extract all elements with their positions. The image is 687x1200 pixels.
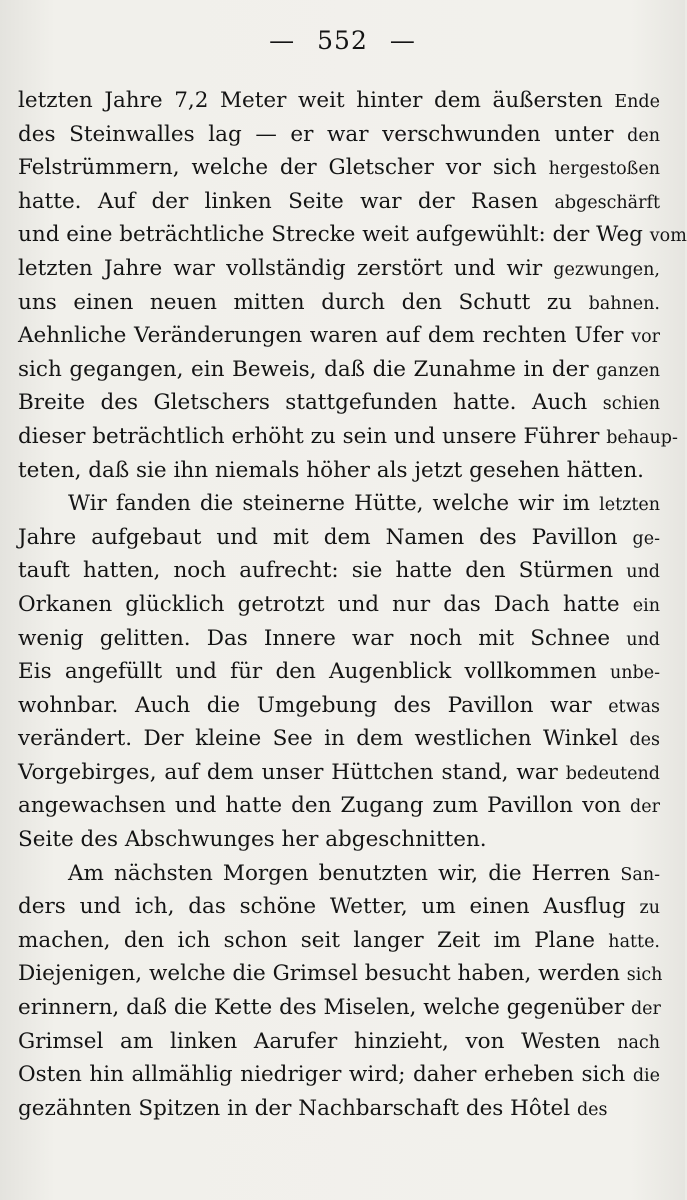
- text-line-main: angewachsen und hatte den Zugang zum Pavillon von: [18, 793, 621, 819]
- text-line-main: erinnern, daß die Kette des Miselen, welche gegenüber: [18, 995, 625, 1021]
- text-line: [18, 722, 660, 756]
- text-line-main: letzten Jahre 7,2 Meter weit hinter dem äußersten: [18, 88, 603, 113]
- text-line-main: des Steinwalles lag — er war verschwunden unter: [18, 121, 614, 147]
- body-text: [18, 84, 687, 1125]
- text-line-tail: ge-: [632, 528, 660, 549]
- text-line-tail: hatte.: [608, 931, 660, 952]
- text-line-main: gezähnten Spitzen in der Nachbarschaft des Hôtel: [18, 1095, 571, 1121]
- text-line: [18, 857, 660, 891]
- text-line-tail: der: [630, 797, 660, 818]
- text-line-main: letzten Jahre war vollständig zerstört und wir: [18, 255, 543, 281]
- text-line-main: und eine beträchtliche Strecke weit aufgewühlt: der Weg: [18, 222, 643, 248]
- text-line-main: Grimsel am linken Aarufer hinzieht, von Westen: [18, 1028, 601, 1054]
- text-line-main: machen, den ich schon seit langer Zeit im Plane: [18, 927, 595, 953]
- text-line-tail: vor: [631, 327, 660, 348]
- text-line-main: Eis angefüllt und für den Augenblick vollkommen: [18, 659, 597, 685]
- text-line: [18, 454, 660, 488]
- text-line-main: ders und ich, das schöne Wetter, um einen Ausflug: [18, 894, 626, 920]
- text-line-tail: den: [627, 125, 660, 146]
- text-line: [18, 554, 660, 588]
- text-line-main: Am nächsten Morgen benutzten wir, die Herren: [68, 860, 611, 886]
- text-line-tail: etwas: [608, 696, 660, 717]
- text-line-main: Jahre aufgebaut und mit dem Namen des Pavillon: [18, 524, 618, 550]
- text-line: [18, 890, 660, 924]
- text-line: [18, 185, 660, 219]
- text-line: [18, 622, 660, 656]
- text-line-tail: ganzen: [596, 360, 660, 381]
- text-line: [18, 252, 660, 286]
- text-line-tail: vom: [649, 226, 687, 247]
- page-number-dash-right: —: [389, 26, 416, 55]
- text-line-tail: letzten: [599, 495, 660, 516]
- text-line-tail: Ende: [614, 92, 660, 112]
- text-line-main: hatte. Auf der linken Seite war der Rasen: [18, 188, 539, 214]
- text-line: [18, 487, 660, 521]
- page-number: 552: [317, 26, 368, 55]
- page-number-dash-left: —: [269, 26, 296, 55]
- text-line: [18, 319, 660, 353]
- text-line: [18, 924, 660, 958]
- text-line-tail: behaup-: [606, 427, 678, 448]
- text-line-tail: bedeutend: [565, 763, 660, 784]
- text-line-tail: des: [629, 730, 660, 751]
- text-line-main: uns einen neuen mitten durch den Schutt zu: [18, 289, 573, 315]
- text-line-main: Vorgebirges, auf dem unser Hüttchen stand, war: [18, 759, 558, 785]
- text-line: [18, 84, 660, 118]
- text-line: [18, 991, 660, 1025]
- text-line-tail: unbe-: [609, 663, 660, 684]
- text-line-tail: und: [626, 629, 660, 650]
- text-line-main: teten, daß sie ihn niemals höher als jetzt gesehen hätten.: [18, 457, 644, 483]
- text-line: [18, 118, 660, 152]
- text-line: [18, 957, 663, 991]
- text-line-main: Breite des Gletschers stattgefunden hatte. Auch: [18, 390, 588, 416]
- text-line: [18, 756, 660, 790]
- text-line: [18, 1092, 660, 1126]
- text-line: [18, 353, 660, 387]
- text-line: [18, 286, 660, 320]
- text-line-tail: die: [632, 1066, 660, 1087]
- text-line-main: Wir fanden die steinerne Hütte, welche wir im: [68, 491, 591, 517]
- text-line: [18, 789, 660, 823]
- text-line-main: wohnbar. Auch die Umgebung des Pavillon war: [18, 692, 592, 718]
- text-line: [18, 1025, 660, 1059]
- text-line: [18, 823, 660, 857]
- text-line-tail: San-: [620, 864, 660, 885]
- text-line-main: Orkanen glücklich getrotzt und nur das Dach hatte: [18, 591, 620, 617]
- text-line-main: Felstrümmern, welche der Gletscher vor sich: [18, 155, 537, 181]
- text-line: [18, 655, 660, 689]
- text-line: [18, 420, 678, 454]
- text-line-main: dieser beträchtlich erhöht zu sein und unsere Führer: [18, 423, 600, 449]
- text-line-tail: nach: [617, 1032, 660, 1053]
- text-line: [18, 218, 687, 252]
- text-line-main: tauft hatten, noch aufrecht: sie hatte den Stürmen: [18, 558, 614, 584]
- text-line-tail: schien: [602, 394, 660, 415]
- text-line-main: wenig gelitten. Das Innere war noch mit Schnee: [18, 625, 611, 651]
- text-line-tail: bahnen.: [588, 293, 660, 314]
- text-line-tail: und: [626, 562, 660, 583]
- text-line: [18, 151, 660, 185]
- text-line-tail: des: [576, 1099, 608, 1120]
- text-line-main: sich gegangen, ein Beweis, daß die Zunahme in der: [18, 356, 589, 382]
- text-line-main: Aehnliche Veränderungen waren auf dem rechten Ufer: [18, 323, 624, 349]
- text-line-tail: abgeschärft: [554, 192, 660, 213]
- text-line: [18, 588, 660, 622]
- text-line-main: Seite des Abschwunges her abgeschnitten.: [18, 827, 487, 853]
- text-line-main: Diejenigen, welche die Grimsel besucht haben, werden: [18, 961, 620, 987]
- page-number-header: [0, 26, 685, 55]
- text-line-tail: sich: [626, 965, 663, 986]
- text-line-tail: der: [630, 999, 661, 1020]
- text-line-main: verändert. Der kleine See in dem westlichen Winkel: [18, 726, 619, 752]
- text-line-main: Osten hin allmählig niedriger wird; daher erheben sich: [18, 1062, 626, 1088]
- text-line: [18, 521, 660, 555]
- text-line: [18, 689, 660, 723]
- text-line: [18, 386, 660, 420]
- text-line-tail: ein: [632, 595, 660, 616]
- text-line-tail: gezwungen,: [553, 259, 660, 280]
- text-line-tail: zu: [639, 898, 660, 919]
- text-line: [18, 1058, 660, 1092]
- text-line-tail: hergestoßen: [548, 159, 660, 180]
